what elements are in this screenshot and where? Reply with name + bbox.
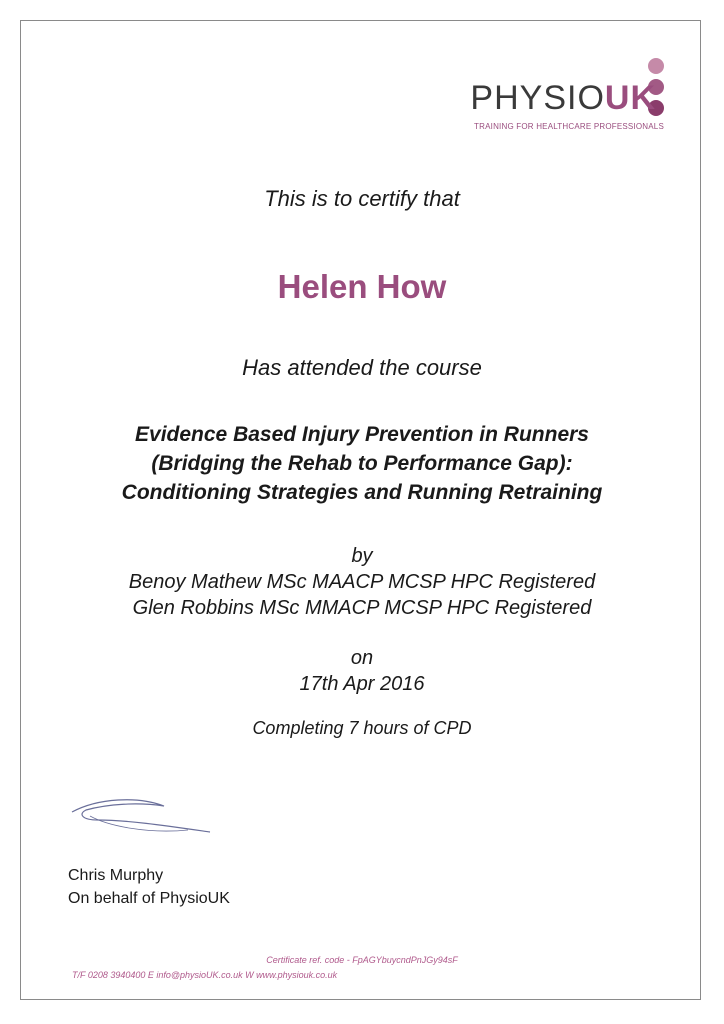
logo-dots xyxy=(646,58,664,76)
certificate-border xyxy=(20,20,701,1000)
by-label: by xyxy=(351,545,373,567)
logo-tagline: TRAINING FOR HEALTHCARE PROFESSIONALS xyxy=(474,122,664,131)
signatory-block xyxy=(68,864,230,910)
course-title-line: Conditioning Strategies and Running Retraining xyxy=(121,481,603,504)
certify-intro: This is to certify that xyxy=(264,186,460,211)
contact-details: T/F 0208 3940400 E info@physioUK.co.uk W www.physiouk.co.uk xyxy=(72,970,338,980)
logo-dot-1 xyxy=(648,58,664,74)
logo-wordmark xyxy=(470,78,656,118)
logo-word-physio: PHYSIO xyxy=(470,79,605,117)
course-title xyxy=(0,420,724,507)
date-block xyxy=(0,645,724,697)
course-date: 17th Apr 2016 xyxy=(299,673,425,695)
course-title-line: Evidence Based Injury Prevention in Runners xyxy=(135,423,589,446)
cpd-hours: Completing 7 hours of CPD xyxy=(252,718,472,738)
presenter: Benoy Mathew MSc MAACP MCSP HPC Registered xyxy=(128,571,596,593)
on-label: on xyxy=(350,647,374,669)
presenters-block xyxy=(0,543,724,621)
logo-word-uk: UK xyxy=(604,79,656,117)
signatory-org: On behalf of PhysioUK xyxy=(68,890,230,907)
course-title-line: (Bridging the Rehab to Performance Gap): xyxy=(151,452,573,475)
certificate-ref-code: Certificate ref. code - FpAGYbuycndPnJGy94sF xyxy=(266,955,458,965)
recipient-name: Helen How xyxy=(277,268,447,305)
signatory-name: Chris Murphy xyxy=(68,867,164,884)
attended-text: Has attended the course xyxy=(242,355,482,380)
signature-graphic xyxy=(68,790,218,838)
presenter: Glen Robbins MSc MMACP MCSP HPC Registered xyxy=(132,597,592,619)
